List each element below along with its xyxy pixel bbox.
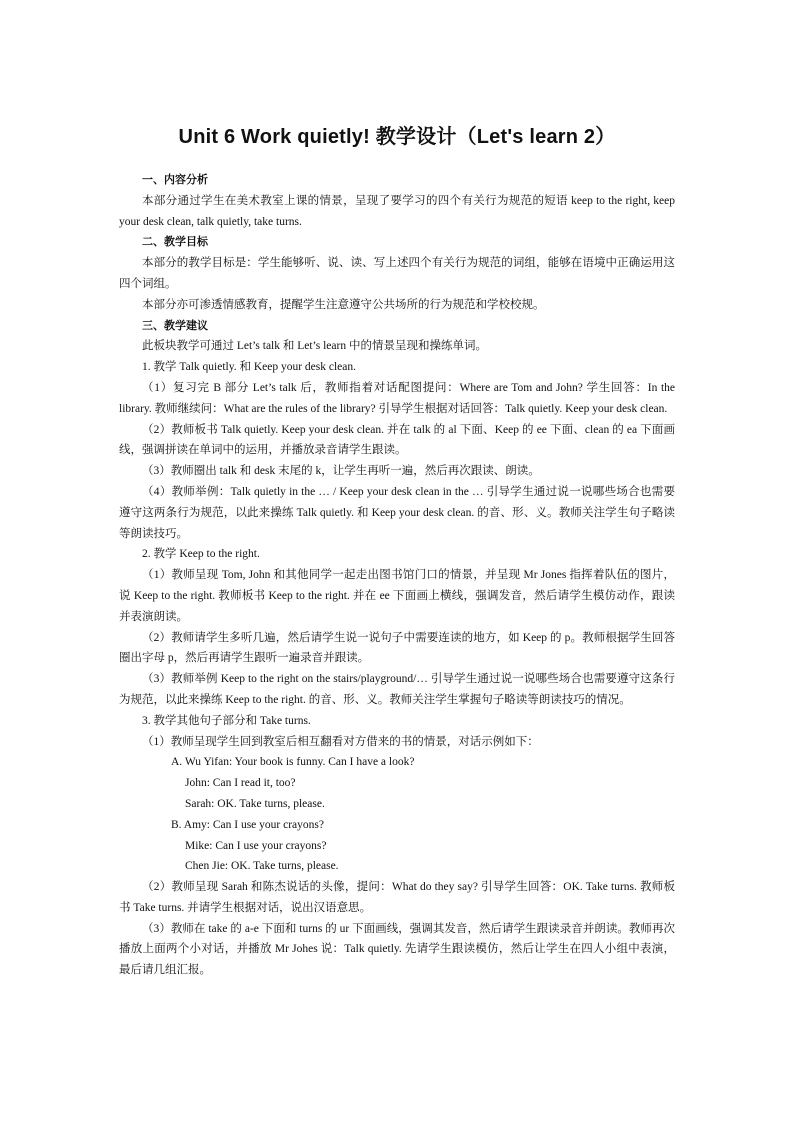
step-item: （1）教师呈现学生回到教室后相互翻看对方借来的书的情景，对话示例如下： [142,735,539,748]
step-heading: 1. 教学 Talk quietly. 和 Keep your desk clean. [142,361,357,374]
step-item: （2）教师请学生多听几遍，然后请学生说一说句子中需要连读的地方，如 Keep 的 p。教师根据学生回答圈出字母 p，然后再请学生跟听一遍录音并跟读。 [119,631,675,665]
section-heading-content: 一、内容分析 [142,173,208,186]
dialogue-line: John: Can I read it, too? [185,777,296,790]
section-heading-goals: 二、教学目标 [142,235,208,249]
step-item: （1）教师呈现 Tom, John 和其他同学一起走出图书馆门口的情景，并呈现 Mr Jones 指挥着队伍的图片，说 Keep to the right. 教师板书 Keep to the right. 并在 ee 下面画上横线，强调发音，然后请学生模仿动作，跟读并表演朗读。 [119,569,675,623]
paragraph: 本部分通过学生在美术教室上课的情景，呈现了要学习的四个有关行为规范的短语 keep to the right, keep your desk clean, talk quietly, take turns. [119,194,675,228]
step-heading: 3. 教学其他句子部分和 Take turns. [142,714,311,727]
document-body [119,170,675,981]
step-item: （3）教师圈出 talk 和 desk 末尾的 k，让学生再听一遍，然后再次跟读、朗读。 [142,465,540,478]
paragraph: 本部分的教学目标是：学生能够听、说、读、写上述四个有关行为规范的词组，能够在语境中正确运用这四个词组。 [119,257,675,290]
step-item: （2）教师呈现 Sarah 和陈杰说话的头像，提问：What do they say? 引导学生回答：OK. Take turns. 教师板书 Take turns. 并请学生根据对话，说出汉语意思。 [119,881,675,914]
dialogue-line: Sarah: OK. Take turns, please. [185,797,325,810]
step-item: （1）复习完 B 部分 Let’s talk 后，教师指着对话配图提问：Where are Tom and John? 学生回答：In the library. 教师继续问：What are the rules of the library? 引导学生根据对话回答：Talk quietly. Keep your desk clean. [119,381,675,415]
dialogue-line: Chen Jie: OK. Take turns, please. [185,860,339,873]
section-heading-suggestions: 三、教学建议 [142,318,208,332]
step-item: （3）教师举例 Keep to the right on the stairs/playground/… 引导学生通过说一说哪些场合也需要遵守这条行为规范，以此来操练 Keep to the right. 的音、形、义。教师关注学生掌握句子略读等朗读技巧的情况。 [119,673,675,706]
paragraph: 本部分亦可渗透情感教育，提醒学生注意遵守公共场所的行为规范和学校校规。 [142,298,545,311]
dialogue-line: A. Wu Yifan: Your book is funny. Can I have a look? [171,756,415,769]
step-heading: 2. 教学 Keep to the right. [142,548,260,561]
paragraph: 此板块教学可通过 Let’s talk 和 Let’s learn 中的情景呈现和操练单词。 [142,340,487,353]
dialogue-line: Mike: Can I use your crayons? [185,839,327,852]
step-item: （4）教师举例：Talk quietly in the … / Keep your desk clean in the … 引导学生通过说一说哪些场合也需要遵守这两条行为规范，以此来操练 Talk quietly. 和 Keep your desk clean. 的音、形、义。教师关注学生句子略读等朗读技巧。 [119,485,675,540]
step-item: （2）教师板书 Talk quietly. Keep your desk clean. 并在 talk 的 al 下面、Keep 的 ee 下面、clean 的 ea 下面画线，强调拼读在单词中的运用，并播放录音请学生跟读。 [119,423,675,457]
step-item: （3）教师在 take 的 a-e 下面和 turns 的 ur 下面画线，强调其发音，然后请学生跟读录音并朗读。教师再次播放上面两个小对话，并播放 Mr Johes 说：Talk quietly. 先请学生跟读模仿，然后让学生在四人小组中表演，最后请几组汇报。 [119,922,675,977]
dialogue-line: B. Amy: Can I use your crayons? [171,818,324,831]
document-title: Unit 6 Work quietly! 教学设计（Let's learn 2） [178,126,616,148]
